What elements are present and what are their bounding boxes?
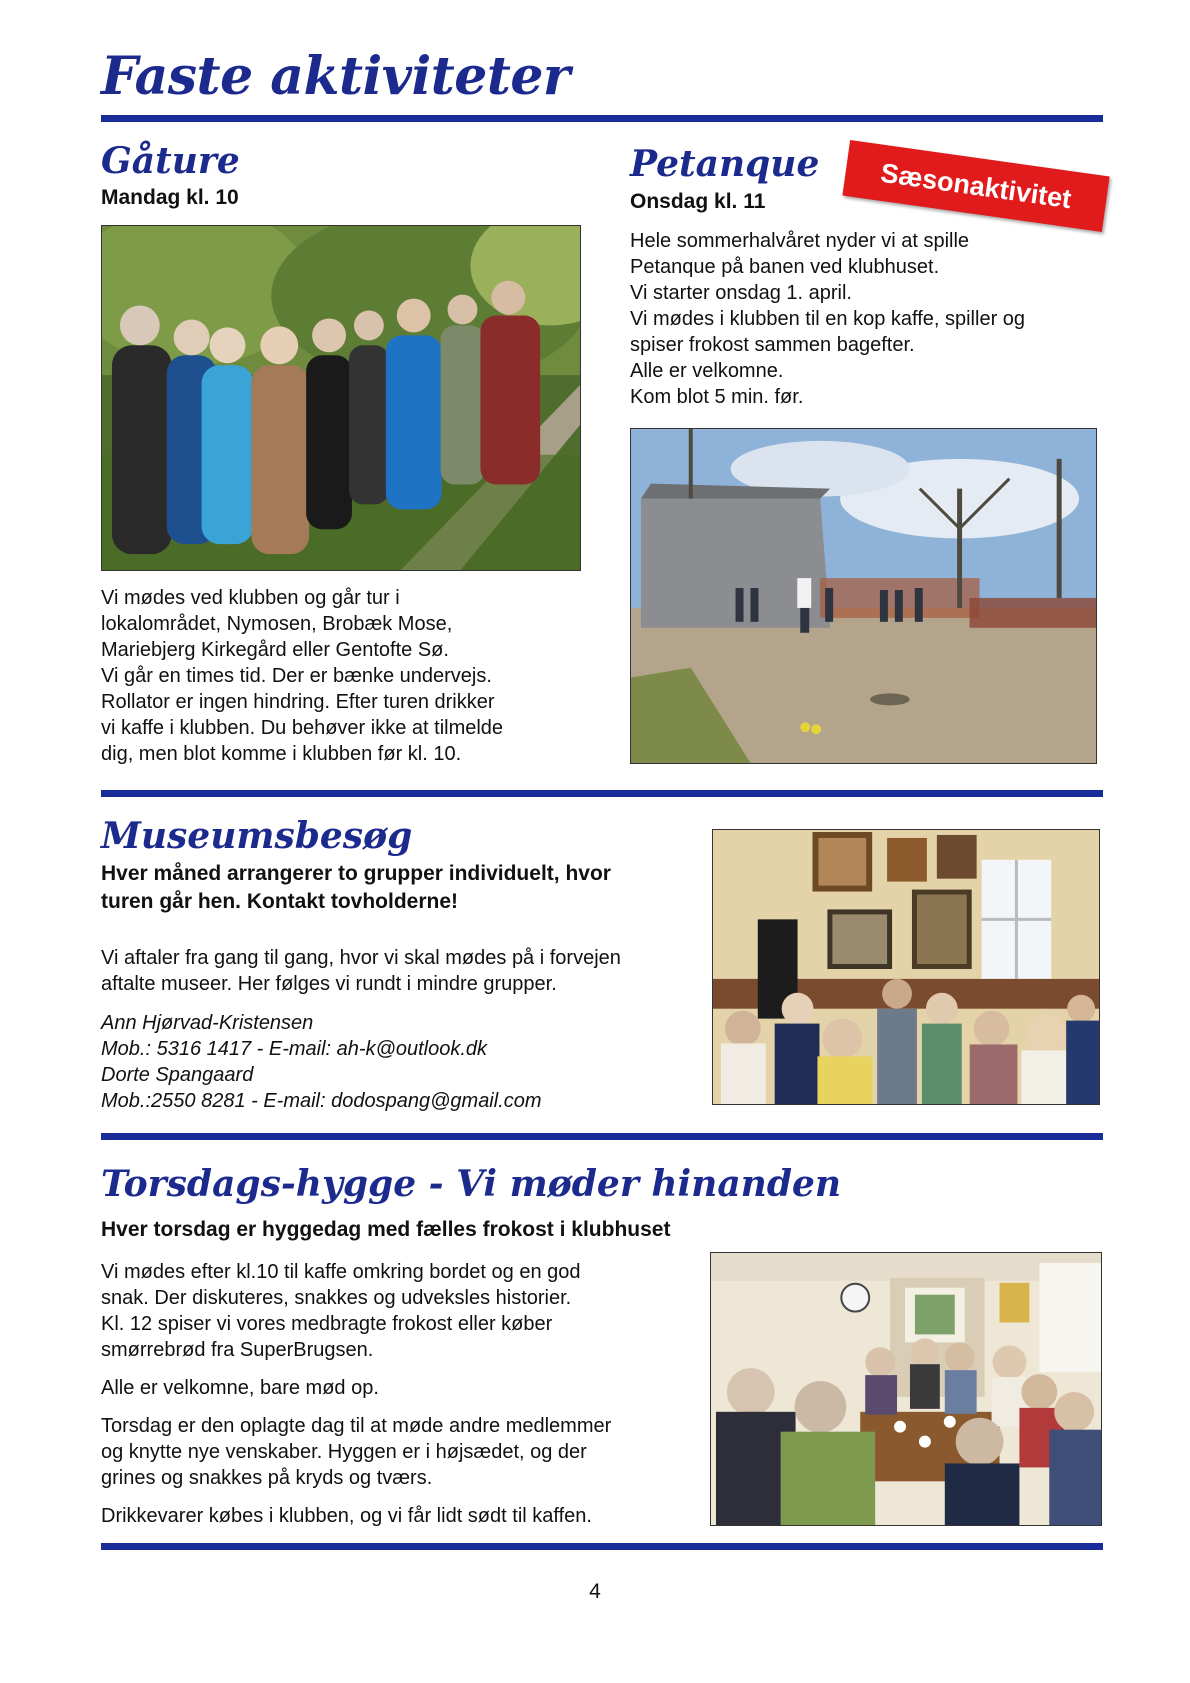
museum-title: Museumsbesøg xyxy=(101,815,413,857)
torsdag-paragraph-3: Torsdag er den oplagte dag til at møde andre medlemmer og knytte nye venskaber. Hyggen er i højsædet, og der grines og snakkes på kryds og tværs. xyxy=(101,1415,612,1489)
title-divider xyxy=(101,115,1103,122)
page-title: Faste aktiviteter xyxy=(101,46,570,107)
page-number: 4 xyxy=(589,1580,601,1603)
section-divider-1 xyxy=(101,790,1103,797)
torsdag-paragraph-4: Drikkevarer købes i klubben, og vi får lidt sødt til kaffen. xyxy=(101,1505,592,1527)
torsdag-text xyxy=(101,1259,701,1529)
petanque-title: Petanque xyxy=(630,143,820,185)
torsdag-paragraph-1: Vi mødes efter kl.10 til kaffe omkring bordet og en god snak. Der diskuteres, snakkes og udveksles historier. Kl. 12 spiser vi vores medbragte frokost eller køber smørrebrød fra SuperBrugsen. xyxy=(101,1261,581,1361)
museum-photo xyxy=(712,829,1100,1105)
photo-petanque-court-icon xyxy=(631,429,1096,763)
gaature-schedule: Mandag kl. 10 xyxy=(101,186,239,209)
photo-museum-visit-icon xyxy=(713,830,1099,1104)
table-photo xyxy=(710,1252,1102,1526)
torsdag-title: Torsdags-hygge - Vi møder hinanden xyxy=(101,1163,842,1205)
petanque-photo xyxy=(630,428,1097,764)
contact-info-2[interactable]: Mob.:2550 8281 - E-mail: dodospang@gmail.com xyxy=(101,1090,542,1112)
photo-walking-group-icon xyxy=(102,226,580,570)
museum-lead: Hver måned arrangerer to grupper individuelt, hvor turen går hen. Kontakt tovholderne! xyxy=(101,862,611,913)
petanque-schedule: Onsdag kl. 11 xyxy=(630,190,766,213)
section-divider-2 xyxy=(101,1133,1103,1140)
torsdag-lead: Hver torsdag er hyggedag med fælles frokost i klubhuset xyxy=(101,1218,671,1241)
photo-thursday-lunch-icon xyxy=(711,1253,1101,1525)
contact-name-1: Ann Hjørvad-Kristensen xyxy=(101,1012,314,1034)
petanque-paragraph: Hele sommerhalvåret nyder vi at spille Petanque på banen ved klubhuset. Vi starter onsdag 1. april. Vi mødes i klubben til en kop kaffe, spiller og spiser frokost sammen bagefter. Alle er velkomne. Kom blot 5 min. før. xyxy=(630,230,1026,408)
gaature-paragraph: Vi mødes ved klubben og går tur i lokalområdet, Nymosen, Brobæk Mose, Mariebjerg Kirkegård eller Gentofte Sø. Vi går en times tid. Der er bænke undervejs. Rollator er ingen hindring. Efter turen drikker vi kaffe i klubben. Du behøver ikke at tilmelde dig, men blot komme i klubben før kl. 10. xyxy=(101,587,504,765)
bottom-divider xyxy=(101,1543,1103,1550)
contact-info-1[interactable]: Mob.: 5316 1417 - E-mail: ah-k@outlook.dk xyxy=(101,1038,488,1060)
torsdag-paragraph-2: Alle er velkomne, bare mød op. xyxy=(101,1377,379,1399)
museum-contacts xyxy=(101,1010,701,1114)
museum-text xyxy=(101,945,701,997)
season-badge: Sæsonaktivitet xyxy=(842,140,1109,232)
walk-photo xyxy=(101,225,581,571)
gaature-text xyxy=(101,585,581,767)
gaature-title: Gåture xyxy=(101,140,240,182)
museum-paragraph: Vi aftaler fra gang til gang, hvor vi skal mødes på i forvejen aftalte museer. Her følges vi rundt i mindre grupper. xyxy=(101,947,621,995)
contact-name-2: Dorte Spangaard xyxy=(101,1064,254,1086)
petanque-text xyxy=(630,228,1100,410)
